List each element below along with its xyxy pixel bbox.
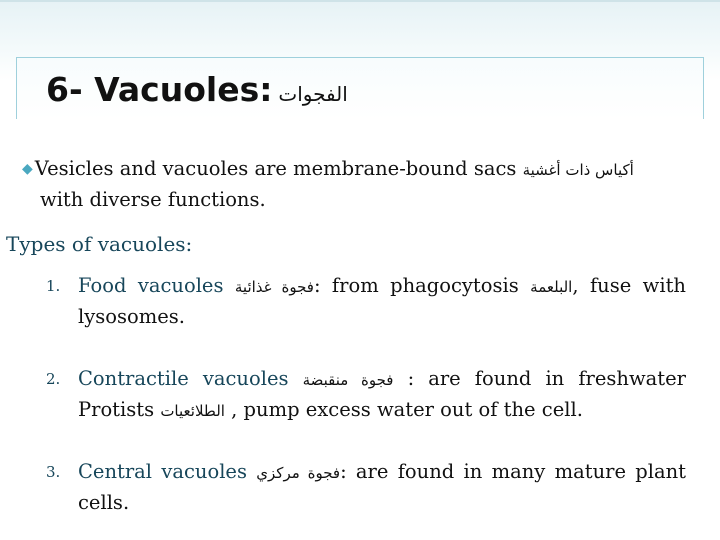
item-number: 3. — [46, 463, 61, 481]
item-desc-arabic: الطلائعيات — [160, 402, 225, 420]
item-term: Food vacuoles — [78, 274, 224, 297]
item-term: Contractile vacuoles — [78, 367, 289, 390]
item-term-arabic: فجوة غذائية — [234, 278, 314, 296]
types-heading: Types of vacuoles: — [6, 232, 193, 256]
intro-arabic: أكياس ذات أغشية — [522, 161, 634, 179]
item-number: 1. — [46, 277, 61, 295]
list-item-contractile-vacuoles — [46, 364, 686, 426]
item-text — [78, 457, 686, 518]
slide-title — [46, 70, 348, 109]
item-desc-after: , pump excess water out of the cell. — [231, 398, 583, 421]
intro-bullet — [22, 154, 690, 215]
item-desc-arabic: البلعمة — [530, 278, 573, 296]
list-item-food-vacuoles — [46, 271, 686, 332]
slide-title-arabic: الفجوات — [278, 82, 348, 106]
item-desc-before: : are found in freshwater Protists — [78, 367, 686, 421]
item-text — [78, 271, 686, 332]
slide-title-text: 6- Vacuoles: — [46, 70, 273, 109]
item-desc-before: : are found in many mature plant cells. — [78, 460, 687, 514]
item-number: 2. — [46, 370, 61, 388]
intro-line1: Vesicles and vacuoles are membrane-bound sacs — [34, 157, 517, 180]
item-term-arabic: فجوة منقبضة — [302, 371, 394, 389]
bullet-icon: ◆ — [22, 161, 33, 177]
item-text — [78, 364, 686, 426]
item-term: Central vacuoles — [78, 460, 247, 483]
intro-line2: with diverse functions. — [40, 188, 266, 211]
item-desc-after: , fuse with lysosomes. — [78, 274, 686, 328]
top-rule — [0, 0, 720, 2]
item-term-arabic: فجوة مركزي — [256, 464, 341, 482]
item-desc-before: : from phagocytosis — [313, 274, 519, 297]
list-item-central-vacuoles — [46, 457, 686, 518]
